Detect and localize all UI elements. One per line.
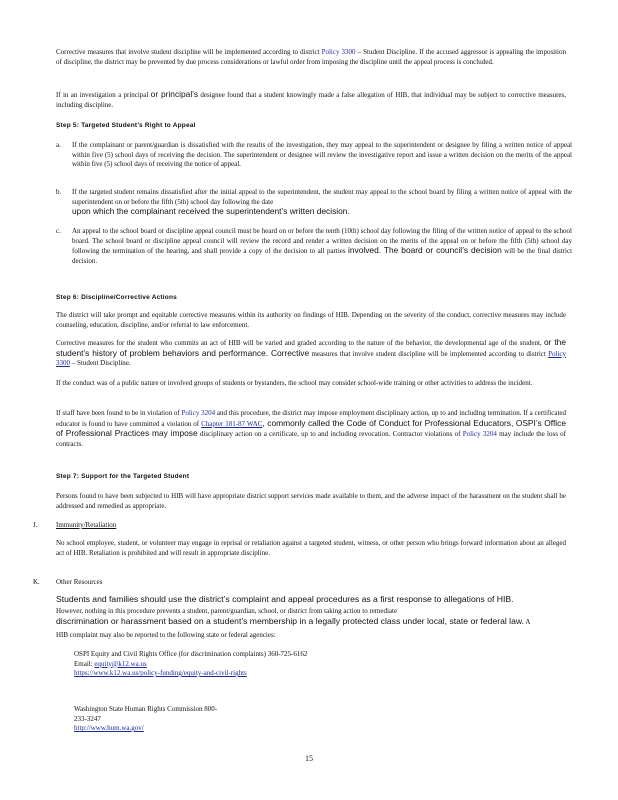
page-number: 15 (305, 754, 313, 763)
contact-ospi-name: OSPI Equity and Civil Rights Office (for discrimination complaints) 360-725-6162 (74, 650, 308, 658)
policy-3204-link[interactable]: Policy 3204 (181, 409, 216, 417)
policy-3300-link-2[interactable]: Policy 3300 (56, 349, 567, 367)
list-item-appeal-a: If the complainant or parent/guardian is dissatisfied with the results of the investigation, they may appeal to the superintendent or designee by filing a written notice of appeal within five (5) school days of receiving the decision. The superintendent or designee will review the investigative report and issue a written decision on the merits of the appeal within five (5) school days of receiving the notice of appeal. (72, 141, 572, 168)
chapter-181-87-wac-link[interactable]: Chapter 181-87 WAC (201, 419, 263, 428)
list-item-appeal-b: If the targeted student remains dissatisfied after the initial appeal to the superintendent, the student may appeal to the school board by filing a written notice of appeal with the superintendent on or before the fifth (5th) school day following the date upon which the complainant received the superintendent’s written decision. (72, 188, 572, 216)
paragraph-staff-violation: If staff have been found to be in violation of Policy 3204 and this procedure, the district may impose employment disciplinary action, up to and including termination. If a certificated educator is found to have committed a violation of Chapter 181-87 WAC, commonly called the Code of Conduct for Professional Educators, OSPI’s Office of Professional Practices may impose disciplinary action on a certificate, up to and including revocation. Contractor violations of Policy 3204 may include the loss of contracts. (56, 409, 567, 448)
contact-hrc-name: Washington State Human Rights Commission 800-233-3247 (74, 705, 218, 723)
policy-3204-link-2[interactable]: Policy 3204 (462, 430, 497, 438)
ospi-url-link[interactable]: https://www.k12.wa.us/policy-funding/equity-and-civil-rights (74, 669, 247, 677)
list-marker: c. (56, 227, 61, 235)
paragraph-corrective-findings: The district will take prompt and equitable corrective measures within its authority on findings of HIB. Depending on the severity of the conduct, corrective measures may include counseling, education, discipline, and/or referral to law enforcement. (56, 311, 566, 329)
list-marker: a. (56, 141, 61, 149)
list-item-appeal-c: An appeal to the school board or discipline appeal council must be heard on or before the tenth (10th) school day following the filing of the written notice of appeal to the school board. The school board or discipline appeal council will review the record and render a written decision on the merits of the appeal on or before the fifth (5th) school day following the termination of the hearing, and shall provide a copy of the decision to all parties involved. The board or council’s decision will be the final district decision. (72, 227, 573, 265)
step-7-heading: Step 7: Support for the Targeted Student (56, 473, 190, 480)
ospi-email-link[interactable]: equity@k12.wa.us (94, 659, 147, 668)
paragraph-retaliation: No school employee, student, or volunteer may engage in reprisal or retaliation against a targeted student, witness, or other person who brings forward information about an alleged act of HIB. Retaliation is prohibited and will result in appropriate discipline. (56, 539, 566, 557)
section-k-title: Other Resources (56, 578, 103, 586)
paragraph-support-services: Persons found to have been subjected to HIB will have appropriate district support services made available to them, and the adverse impact of the harassment on the student shall be addressed and remedied as appropriate. (56, 492, 566, 510)
step-5-heading: Step 5: Targeted Student’s Right to Appeal (56, 122, 196, 129)
resources-first-response: Students and families should use the district’s complaint and appeal procedures as a first response to allegations of HIB. (56, 594, 514, 604)
step-6-heading: Step 6: Discipline/Corrective Actions (56, 294, 177, 301)
policy-3300-link[interactable]: Policy 3300 (321, 48, 356, 56)
resources-however: However, nothing in this procedure prevents a student, parent/guardian, school, or district from taking action to remediate (56, 607, 398, 615)
section-k-letter: K. (33, 578, 40, 586)
hrc-url-link[interactable]: http://www.hum.wa.gov/ (74, 724, 144, 732)
contact-ospi (74, 650, 374, 679)
list-marker: b. (56, 188, 62, 196)
contact-hrc (74, 705, 224, 734)
paragraph-corrective-measures: Corrective measures that involve student discipline will be implemented according to district Policy 3300 – Student Discipline. If the accused aggressor is appealing the imposition of discipline, the district may be prevented by due process considerations or lawful order from imposing the discipline until the appeal process is concluded. (56, 48, 567, 66)
section-j-letter: J. (33, 521, 38, 529)
paragraph-public-conduct: If the conduct was of a public nature or involved groups of students or bystanders, the school may consider school-wide training or other activities to address the incident. (56, 379, 533, 387)
resources-legally-protected: discrimination or harassment based on a student’s membership in a legally protected class under local, state or federal law. A (56, 616, 531, 626)
section-j-title: Immunity/Retaliation (56, 521, 117, 529)
contact-ospi-email-line: Email: equity@k12.wa.us (74, 659, 147, 668)
paragraph-graded-measures: Corrective measures for the student who commits an act of HIB will be varied and graded according to the nature of the behavior, the developmental age of the student, or the student’s history of problem behaviors and performance. Corrective measures that involve student discipline will be implemented according to district Policy 3300 – Student Discipline. (56, 337, 567, 367)
paragraph-false-allegation: If in an investigation a principal or principal’s designee found that a student knowingly made a false allegation of HIB, that individual may be subject to corrective measures, including discipline. (56, 89, 566, 109)
resources-agencies: HIB complaint may also be reported to the following state or federal agencies: (56, 631, 276, 639)
